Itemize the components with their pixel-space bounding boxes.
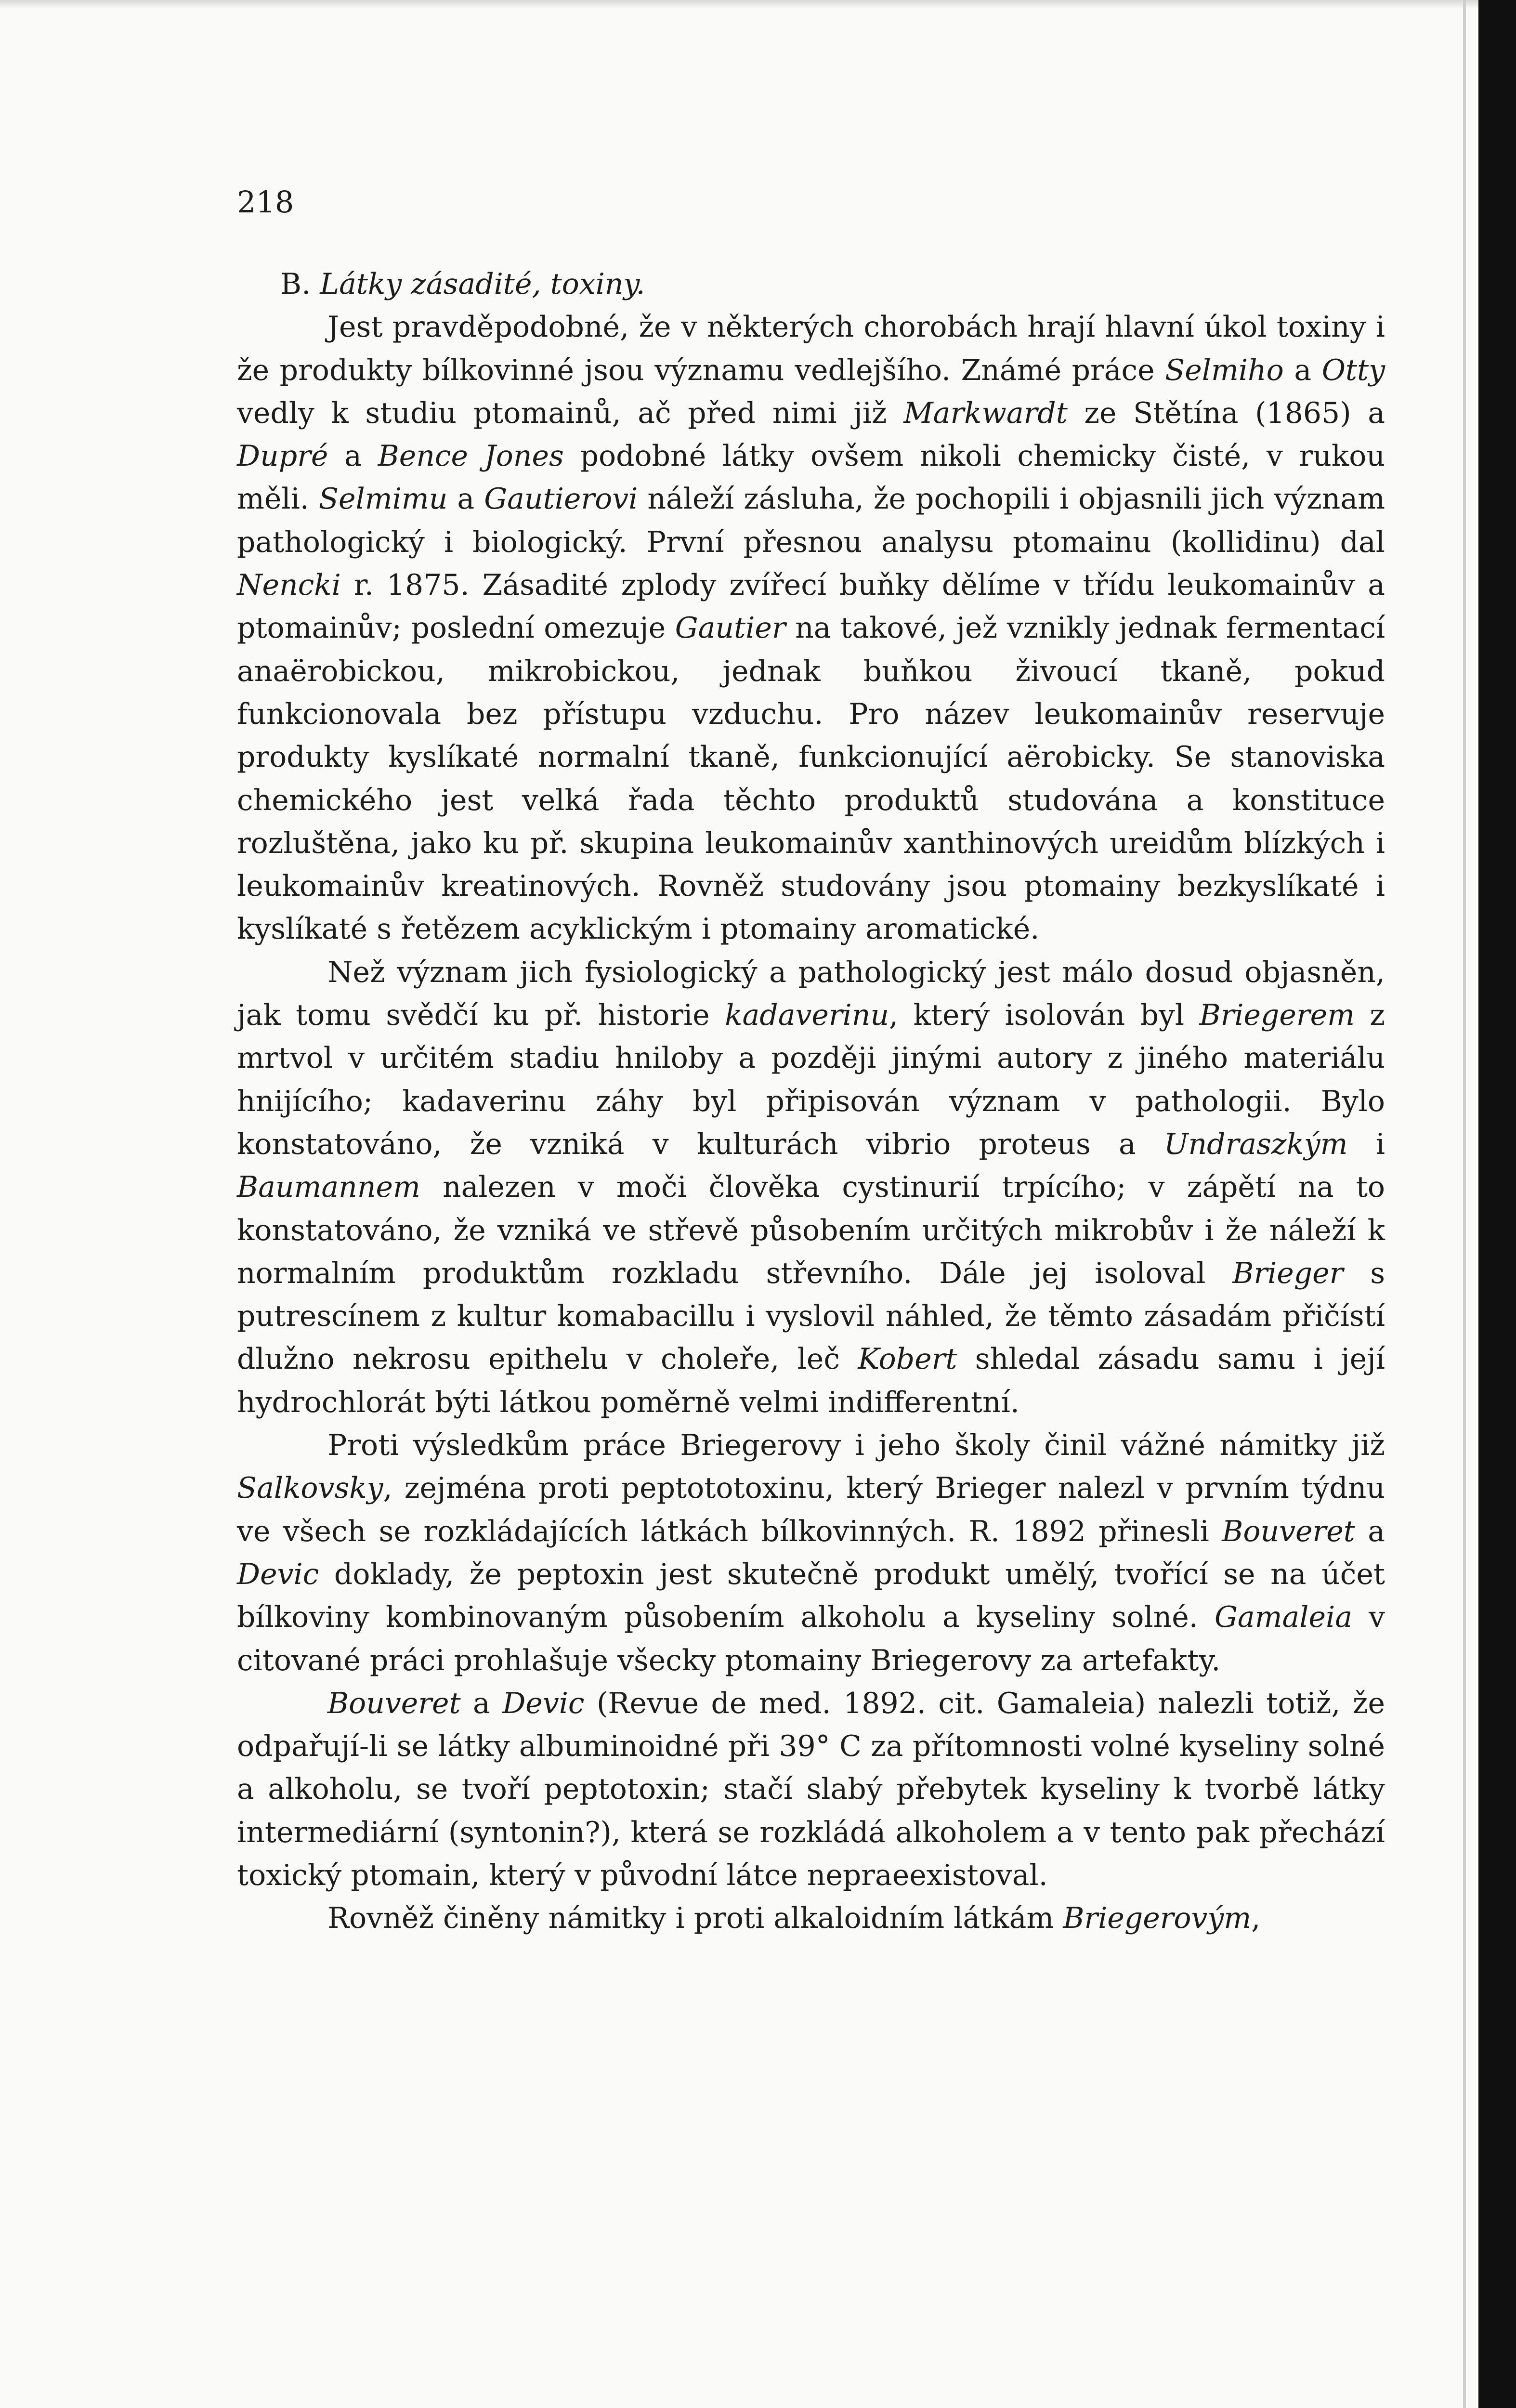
text-run: r. 1875. Zásadité zplody zvířecí buňky dělíme v třídu leukomainův a ptomainův; poslední omezuje [237, 568, 1385, 645]
italic-name: Gautierovi [484, 482, 638, 516]
text-run: vedly k studiu ptomainů, ač před nimi již [237, 396, 904, 430]
italic-name: Gautier [675, 611, 786, 645]
scan-top-edge [0, 0, 1516, 9]
italic-name: kadaverinu [725, 998, 889, 1033]
text-run: shledal zásadu samu i její hydrochlorát býti látkou poměrně velmi indifferentní. [237, 1342, 1385, 1419]
section-heading-title: Látky zásadité, toxiny. [320, 267, 645, 301]
text-run: , [1251, 1901, 1261, 1936]
text-run: Jest pravděpodobné, že v některých chorobách hrají hlavní úkol toxiny i že produkty bílkovinné jsou významu vedlejšího. Známé práce [237, 310, 1385, 387]
scan-right-shadow [1463, 0, 1466, 2408]
text-run: i [1347, 1127, 1385, 1161]
text-run: Rovněž činěny námitky i proti alkaloidním látkám [327, 1901, 1063, 1936]
italic-name: Briegerovým [1063, 1901, 1252, 1936]
text-run: z mrtvol v určitém stadiu hniloby a později jinými autory z jiného materiálu hnijícího; kadaverinu záhy byl připisován význam v pathologii. Bylo konstatováno, že vzniká v kulturách vibrio proteus a [237, 998, 1385, 1161]
italic-name: Devic [237, 1557, 319, 1591]
scan-right-edge [1478, 0, 1516, 2408]
paragraph [237, 1424, 1385, 1682]
italic-name: Selmimu [318, 482, 448, 516]
italic-name: Bence Jones [378, 439, 564, 473]
page-number: 218 [237, 184, 294, 220]
italic-name: Selmiho [1165, 353, 1284, 387]
section-heading-letter: B. [280, 267, 311, 301]
text-run: v citované práci prohlašuje všecky ptomainy Briegerovy za artefakty. [237, 1600, 1385, 1677]
italic-name: Markwardt [903, 396, 1068, 430]
italic-name: Bouveret [1222, 1514, 1355, 1548]
text-run: podobné látky ovšem nikoli chemicky čisté, v rukou měli. [237, 439, 1385, 516]
italic-name: Kobert [858, 1342, 957, 1376]
italic-name: Brieger [1232, 1256, 1344, 1290]
text-run: a [447, 482, 484, 516]
text-run: a [328, 439, 378, 473]
text-run: (Revue de med. 1892. cit. Gamaleia) nalezli totiž, že odpařují-li se látky albuminoidné při 39° C za přítomnosti volné kyseliny solné a alkoholu, se tvoří peptotoxin; stačí slabý přebytek kyseliny k tvorbě látky intermediární (syntonin?), která se rozkládá alkoholem a v tento pak přechází toxický ptomain, který v původní látce nepraeexistoval. [237, 1686, 1385, 1892]
italic-name: Otty [1321, 353, 1385, 387]
text-run: ze Stětína (1865) a [1067, 396, 1385, 430]
paragraph [237, 951, 1385, 1424]
italic-name: Baumannem [237, 1170, 420, 1204]
paragraph [237, 1682, 1385, 1897]
text-run: a [460, 1686, 503, 1720]
text-run: , zejména proti peptototoxinu, který Brieger nalezl v prvním týdnu ve všech se rozkládajících látkách bílkovinných. R. 1892 přinesli [237, 1471, 1385, 1548]
text-run: s putrescínem z kultur komabacillu i vyslovil náhled, že těmto zásadám přičístí dlužno nekrosu epithelu v choleře, leč [237, 1256, 1385, 1376]
italic-name: Gamaleia [1214, 1600, 1352, 1635]
text-run: nalezen v moči člověka cystinurií trpícího; v zápětí na to konstatováno, že vzniká ve střevě působením určitých mikrobův i že náleží k normalním produktům rozkladu střevního. Dále jej isoloval [237, 1170, 1385, 1290]
italic-name: Nencki [237, 568, 341, 602]
section-heading [280, 263, 1385, 306]
text-run: Proti výsledkům práce Briegerovy i jeho školy činil vážné námitky již [327, 1428, 1385, 1463]
paragraph [237, 306, 1385, 951]
italic-name: Devic [502, 1686, 585, 1720]
italic-name: Briegerem [1199, 998, 1355, 1033]
text-run: a [1283, 353, 1322, 387]
text-run: náleží zásluha, že pochopili i objasnili jich význam pathologický i biologický. První přesnou analysu ptomainu (kollidinu) dal [237, 482, 1385, 559]
book-page [237, 183, 1385, 1940]
text-run: doklady, že peptoxin jest skutečně produkt umělý, tvořící se na účet bílkoviny kombinovaným působením alkoholu a kyseliny solné. [237, 1557, 1385, 1635]
text-run: Než význam jich fysiologický a pathologický jest málo dosud objasněn, jak tomu svědčí ku př. historie [237, 955, 1385, 1033]
text-run: na takové, jež vznikly jednak fermentací anaërobickou, mikrobickou, jednak buňkou živoucí tkaně, pokud funkcionovala bez přístupu vzduchu. Pro název leukomainův reservuje produkty kyslíkaté normalní tkaně, funkcionující aërobicky. Se stanoviska chemického jest velká řada těchto produktů studována a konstituce rozluštěna, jako ku př. skupina leukomainův xanthinových ureidům blízkých i leukomainův kreatinových. Rovněž studovány jsou ptomainy bezkyslíkaté i kyslíkaté s řetězem acyklickým i ptomainy aromatické. [237, 611, 1385, 946]
italic-name: Bouveret [327, 1686, 461, 1720]
text-run: , který isolován byl [889, 998, 1200, 1033]
paragraph [237, 1897, 1385, 1940]
italic-name: Dupré [237, 439, 328, 473]
italic-name: Salkovsky [237, 1471, 383, 1505]
text-run: a [1355, 1514, 1385, 1548]
italic-name: Undraszkým [1163, 1127, 1348, 1161]
body-text [237, 306, 1385, 1940]
